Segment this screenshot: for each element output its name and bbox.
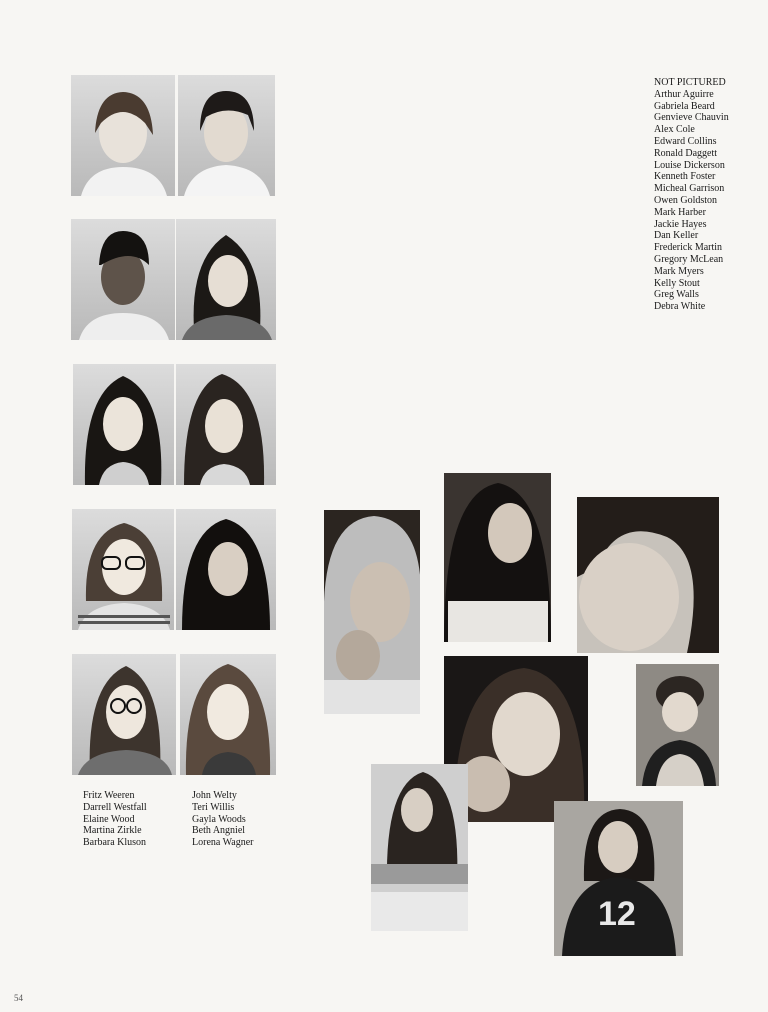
candid-photo-hand-to-mouth [324,510,420,714]
not-pictured-name: Edward Collins [654,135,717,147]
caption-name: Teri Willis [192,801,235,813]
portrait-fritz-weeren [71,75,175,196]
caption-name: John Welty [192,790,237,801]
not-pictured-name: Louise Dickerson [654,159,725,171]
not-pictured-list [654,77,729,313]
portrait-gayla-woods [176,364,276,485]
portrait-lorena-wagner [180,654,276,775]
candid-photo-long-hair-girl [444,473,551,642]
caption-name: Beth Angniel [192,825,246,837]
svg-text:12: 12 [598,895,636,933]
not-pictured-name: Ronald Daggett [654,147,718,159]
not-pictured-name: Jackie Hayes [654,218,707,230]
portrait-teri-willis [176,219,276,340]
not-pictured-name: Arthur Aguirre [654,88,714,100]
page-number: 54 [14,993,23,1003]
not-pictured-name: Owen Goldston [654,194,718,206]
portrait-martina-zirkle [72,509,174,630]
caption-name: Fritz Weeren [83,790,135,801]
caption-left-column [83,790,147,849]
not-pictured-name: Gregory McLean [654,253,724,265]
not-pictured-name: Mark Myers [654,265,704,277]
not-pictured-name: Dan Keller [654,230,699,242]
candid-photo-classroom-desk [371,764,468,931]
caption-name: Lorena Wagner [192,837,254,849]
not-pictured-name: Genvieve Chauvin [654,112,729,124]
not-pictured-name: Kelly Stout [654,277,700,289]
caption-name: Elaine Wood [83,813,135,825]
candid-photo-closeup-boy [577,497,719,653]
caption-name: Gayla Woods [192,813,246,825]
not-pictured-name: Debra White [654,301,706,313]
caption-right-column [192,790,253,849]
not-pictured-name: Greg Walls [654,289,699,301]
not-pictured-name: Frederick Martin [654,242,723,254]
candid-photo-knit-cap [636,664,719,786]
not-pictured-name: Kenneth Foster [654,171,716,183]
caption-name: Martina Zirkle [83,825,142,837]
portrait-beth-angniel [176,509,276,630]
not-pictured-heading: NOT PICTURED [654,77,726,88]
portrait-darrell-westfall [71,219,175,340]
portrait-john-welty [178,75,275,196]
candid-photo-jersey-12 [554,801,683,956]
not-pictured-name: Gabriela Beard [654,100,715,112]
portrait-elaine-wood [73,364,174,485]
caption-name: Darrell Westfall [83,801,147,813]
caption-name: Barbara Kluson [83,837,147,849]
portrait-barbara-kluson [72,654,176,775]
not-pictured-name: Alex Cole [654,124,695,136]
not-pictured-name: Micheal Garrison [654,183,725,195]
not-pictured-name: Mark Harber [654,206,706,218]
